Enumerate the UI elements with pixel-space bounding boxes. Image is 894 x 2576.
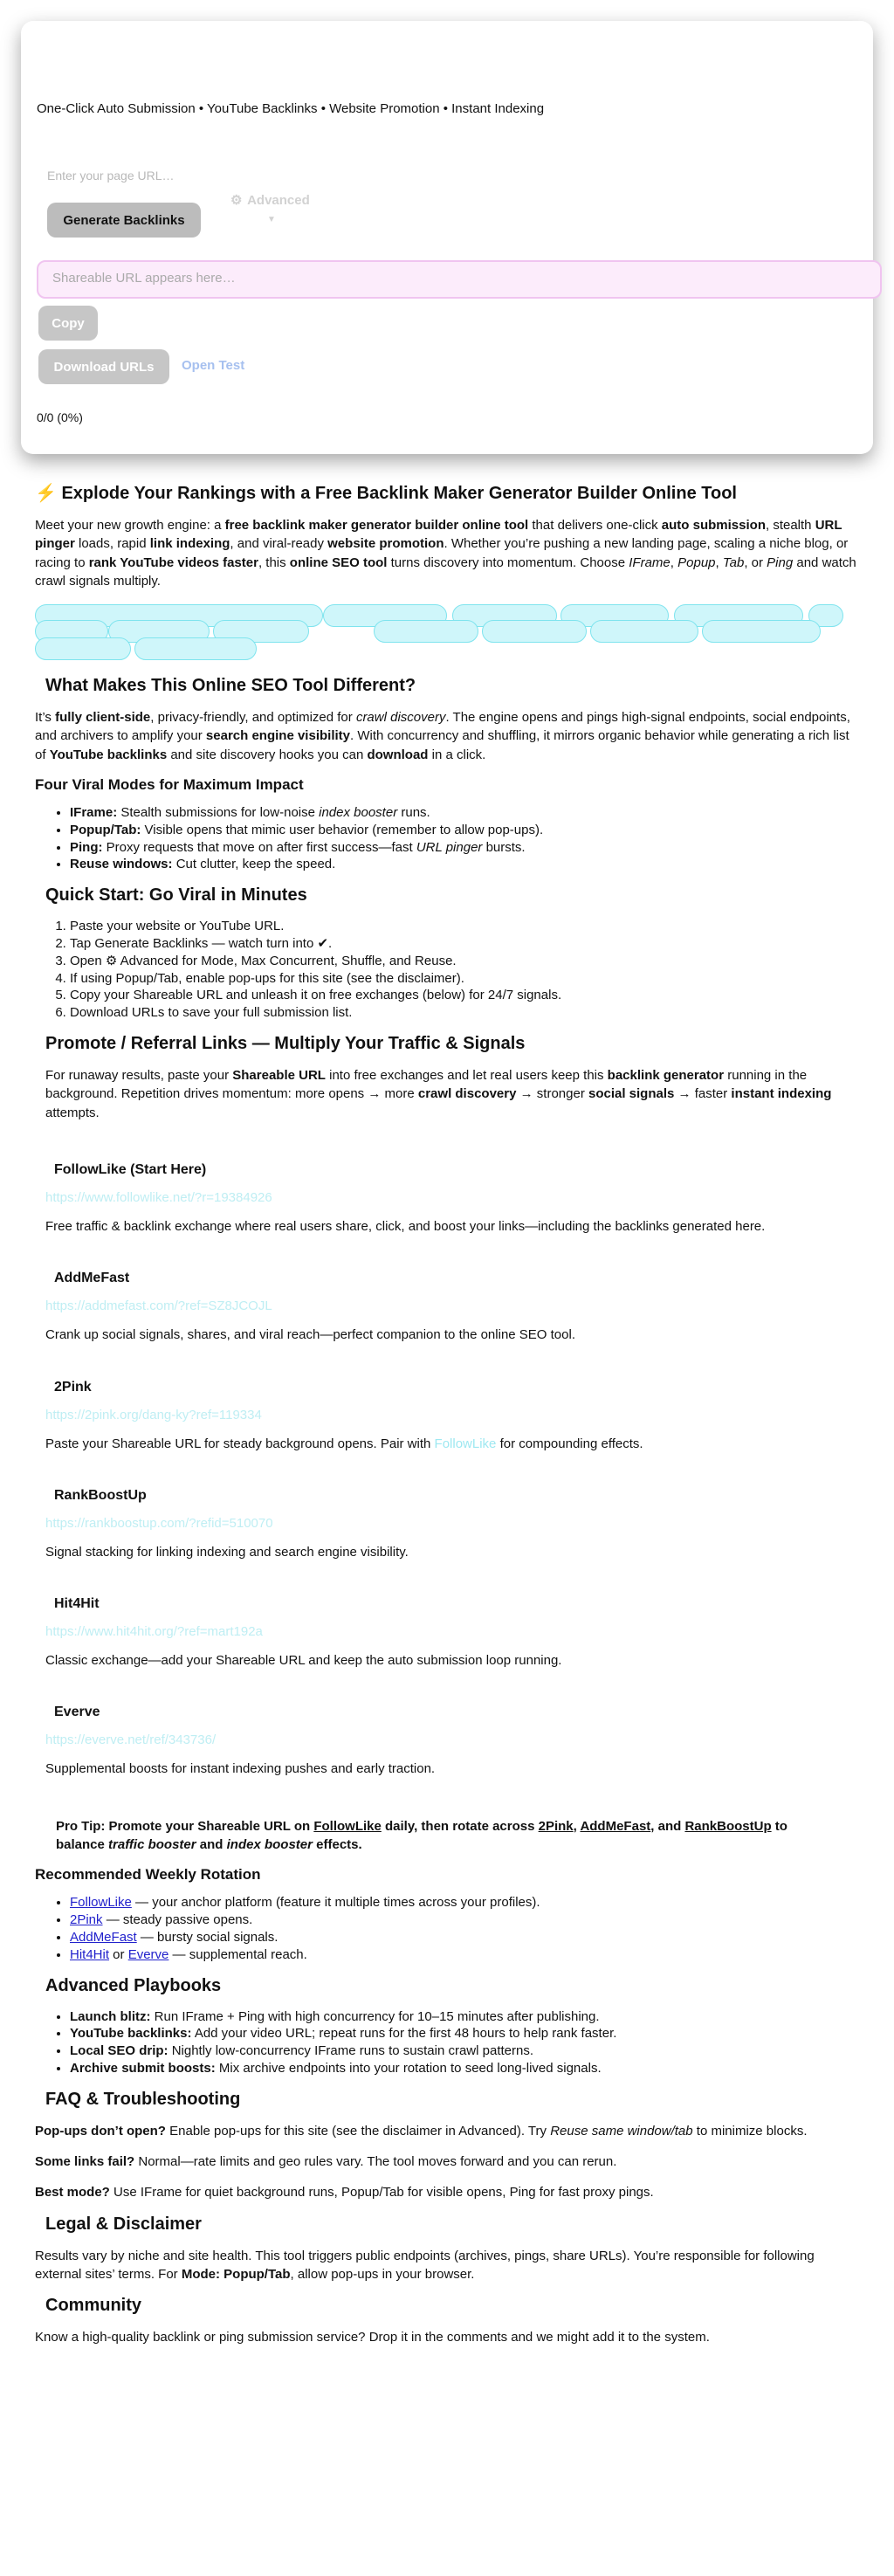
- faq-item: Pop-ups don’t open? Enable pop-ups for this site (see the disclaimer in Advanced). Try Reuse same window/tab to minimize blocks.: [35, 2123, 808, 2139]
- list-item: 5. Copy your Shareable URL and unleash it on free exchanges (below) for 24/7 signals.: [70, 987, 859, 1004]
- referral-link[interactable]: https://www.followlike.net/?r=19384926: [45, 1189, 272, 1205]
- copy-button[interactable]: Copy: [38, 306, 98, 341]
- faq-item: Best mode? Use IFrame for quiet background runs, Popup/Tab for visible opens, Ping for fast proxy pings.: [35, 2185, 654, 2201]
- intro-paragraph: Meet your new growth engine: a free backlink maker generator builder online tool that delivers one-click auto submission, stealth URL pinger loads, rapid link indexing, and viral-ready website promotion. Whether you’re pushing a new landing page, scaling a niche blog, or racing to rank YouTube videos faster, this online SEO tool turns discovery into momentum. Choose IFrame, Popup, Tab, or Ping and watch crawl signals multiply.: [35, 518, 856, 589]
- site-name: AddMeFast: [54, 1271, 130, 1286]
- list-item: • IFrame: Stealth submissions for low-noise index booster runs.: [70, 804, 859, 822]
- list-item: 3. Open ⚙ Advanced for Mode, Max Concurrent, Shuffle, and Reuse.: [70, 953, 859, 970]
- advanced-label: Advanced: [247, 193, 310, 208]
- followlike-inline-link[interactable]: FollowLike: [434, 1436, 497, 1451]
- site-name: Everve: [54, 1705, 100, 1720]
- addmefast-link[interactable]: AddMeFast: [580, 1818, 651, 1834]
- list-item: • 2Pink — steady passive opens.: [70, 1911, 859, 1929]
- rotation-link[interactable]: AddMeFast: [70, 1929, 137, 1945]
- referral-link[interactable]: https://2pink.org/dang-ky?ref=119334: [45, 1407, 262, 1422]
- site-description: Signal stacking for linking indexing and search engine visibility.: [45, 1544, 409, 1560]
- site-description: Paste your Shareable URL for steady background opens. Pair with FollowLike for compounding effects.: [45, 1436, 643, 1451]
- open-test-link[interactable]: Open Test: [182, 358, 245, 373]
- list-item: • FollowLike — your anchor platform (feature it multiple times across your profiles).: [70, 1894, 859, 1911]
- section-title: Quick Start: Go Viral in Minutes: [45, 885, 307, 906]
- backlink-tool-card: [21, 21, 873, 454]
- promo-site: [45, 1465, 849, 1561]
- endpoint-chip[interactable]: [590, 620, 698, 643]
- modes-list: [70, 804, 859, 873]
- list-item: • Popup/Tab: Visible opens that mimic user behavior (remember to allow pop-ups).: [70, 822, 859, 839]
- referral-link[interactable]: https://everve.net/ref/343736/: [45, 1732, 217, 1748]
- section-title: Four Viral Modes for Maximum Impact: [35, 776, 304, 794]
- rotation-list: [70, 1894, 859, 1963]
- promo-site: [45, 1682, 849, 1778]
- rotation-link[interactable]: Everve: [127, 1946, 169, 1962]
- site-description: Crank up social signals, shares, and viral reach—perfect companion to the online SEO tool.: [45, 1327, 575, 1343]
- rankboostup-link[interactable]: RankBoostUp: [684, 1818, 772, 1834]
- community-paragraph: Know a high-quality backlink or ping submission service? Drop it in the comments and we might add it to the system.: [35, 2330, 710, 2345]
- section-title: Community: [45, 2296, 141, 2316]
- followlike-link[interactable]: FollowLike: [313, 1818, 382, 1834]
- site-description: Classic exchange—add your Shareable URL and keep the auto submission loop running.: [45, 1653, 562, 1669]
- promo-site: [45, 1357, 849, 1453]
- chevron-down-icon: ▼: [267, 215, 276, 224]
- list-item: • Local SEO drip: Nightly low-concurrency IFrame runs to sustain crawl patterns.: [70, 2042, 859, 2060]
- promo-site: [45, 1574, 849, 1670]
- rotation-link[interactable]: FollowLike: [70, 1895, 132, 1911]
- section-title: Recommended Weekly Rotation: [35, 1866, 261, 1884]
- legal-paragraph: Results vary by niche and site health. This tool triggers public endpoints (archives, pings, share URLs). You’re responsible for following external sites’ terms. For Mode: Popup/Tab, allow pop-ups in your browser.: [35, 2248, 815, 2282]
- page-url-input[interactable]: [47, 161, 571, 190]
- 2pink-link[interactable]: 2Pink: [538, 1818, 574, 1834]
- quick-start-steps: [70, 918, 859, 1022]
- endpoint-chip-bar: [35, 603, 859, 665]
- list-item: • YouTube backlinks: Add your video URL; repeat runs for the first 48 hours to help rank faster.: [70, 2025, 859, 2042]
- list-item: • AddMeFast — bursty social signals.: [70, 1929, 859, 1946]
- download-urls-button[interactable]: Download URLs: [38, 349, 169, 384]
- endpoint-chip[interactable]: [35, 637, 131, 660]
- promo-block: [35, 1066, 859, 1866]
- list-item: • Reuse windows: Cut clutter, keep the speed.: [70, 856, 859, 873]
- site-description: Supplemental boosts for instant indexing pushes and early traction.: [45, 1761, 436, 1777]
- list-item: 2. Tap Generate Backlinks — watch turn into ✔.: [70, 935, 859, 953]
- gear-icon: ⚙: [230, 193, 243, 208]
- section-title: What Makes This Online SEO Tool Different?: [45, 676, 416, 696]
- site-name: 2Pink: [54, 1379, 92, 1395]
- rotation-link[interactable]: 2Pink: [70, 1912, 103, 1928]
- promo-intro: For runaway results, paste your Shareable URL into free exchanges and let real users keep this backlink generator running in the background. Repetition drives momentum: more opens → more crawl discovery → stronger social signals → faster instant indexing attempts.: [45, 1068, 832, 1120]
- section-title: Promote / Referral Links — Multiply Your Traffic & Signals: [45, 1034, 526, 1054]
- promo-site: [45, 1140, 849, 1236]
- progress-counter: 0/0 (0%): [37, 410, 83, 424]
- referral-link[interactable]: https://www.hit4hit.org/?ref=mart192a: [45, 1624, 263, 1640]
- promo-site: [45, 1248, 849, 1344]
- seo-article: [35, 482, 859, 2359]
- list-item: • Archive submit boosts: Mix archive endpoints into your rotation to seed long-lived signals.: [70, 2060, 859, 2077]
- different-paragraph: It’s fully client-side, privacy-friendly, and optimized for crawl discovery. The engine opens and pings high-signal endpoints, social endpoints, and archivers to amplify your search engine visibility. With concurrency and shuffling, it mirrors organic behavior while generating a rich list of YouTube backlinks and site discovery hooks you can download in a click.: [35, 710, 850, 762]
- rotation-link[interactable]: Hit4Hit: [70, 1946, 110, 1962]
- endpoint-chip[interactable]: [482, 620, 587, 643]
- endpoint-chip[interactable]: [134, 637, 257, 660]
- shareable-url-field[interactable]: Shareable URL appears here…: [37, 260, 882, 299]
- generate-backlinks-button[interactable]: Generate Backlinks: [47, 203, 201, 238]
- tool-tagline: One-Click Auto Submission • YouTube Backlinks • Website Promotion • Instant Indexing: [37, 101, 545, 116]
- site-name: RankBoostUp: [54, 1487, 147, 1503]
- site-name: FollowLike (Start Here): [54, 1161, 207, 1177]
- section-title: Legal & Disclaimer: [45, 2214, 202, 2234]
- list-item: • Launch blitz: Run IFrame + Ping with high concurrency for 10–15 minutes after publishing.: [70, 2008, 859, 2026]
- list-item: 6. Download URLs to save your full submission list.: [70, 1004, 859, 1022]
- pro-tip: Pro Tip: Promote your Shareable URL on FollowLike daily, then rotate across 2Pink, AddMeFast, and RankBoostUp to balance traffic booster and index booster effects.: [56, 1818, 787, 1853]
- endpoint-chip[interactable]: [702, 620, 821, 643]
- faq-item: Some links fail? Normal—rate limits and geo rules vary. The tool moves forward and you can rerun.: [35, 2153, 617, 2169]
- list-item: 4. If using Popup/Tab, enable pop-ups for this site (see the disclaimer).: [70, 970, 859, 988]
- list-item: • Hit4Hit or Everve — supplemental reach.: [70, 1946, 859, 1964]
- referral-link[interactable]: https://rankboostup.com/?refid=510070: [45, 1515, 273, 1531]
- list-item: 1. Paste your website or YouTube URL.: [70, 918, 859, 935]
- article-title: ⚡ Explode Your Rankings with a Free Backlink Maker Generator Builder Online Tool: [35, 484, 737, 503]
- list-item: • Ping: Proxy requests that move on after first success—fast URL pinger bursts.: [70, 839, 859, 857]
- playbooks-list: [70, 2008, 859, 2077]
- site-description: Free traffic & backlink exchange where real users share, click, and boost your links—including the backlinks generated here.: [45, 1218, 766, 1234]
- section-title: FAQ & Troubleshooting: [45, 2089, 241, 2109]
- section-title: Advanced Playbooks: [45, 1975, 222, 1995]
- referral-link[interactable]: https://addmefast.com/?ref=SZ8JCOJL: [45, 1298, 272, 1314]
- endpoint-chip[interactable]: [374, 620, 478, 643]
- advanced-toggle[interactable]: [230, 192, 335, 236]
- site-name: Hit4Hit: [54, 1596, 100, 1612]
